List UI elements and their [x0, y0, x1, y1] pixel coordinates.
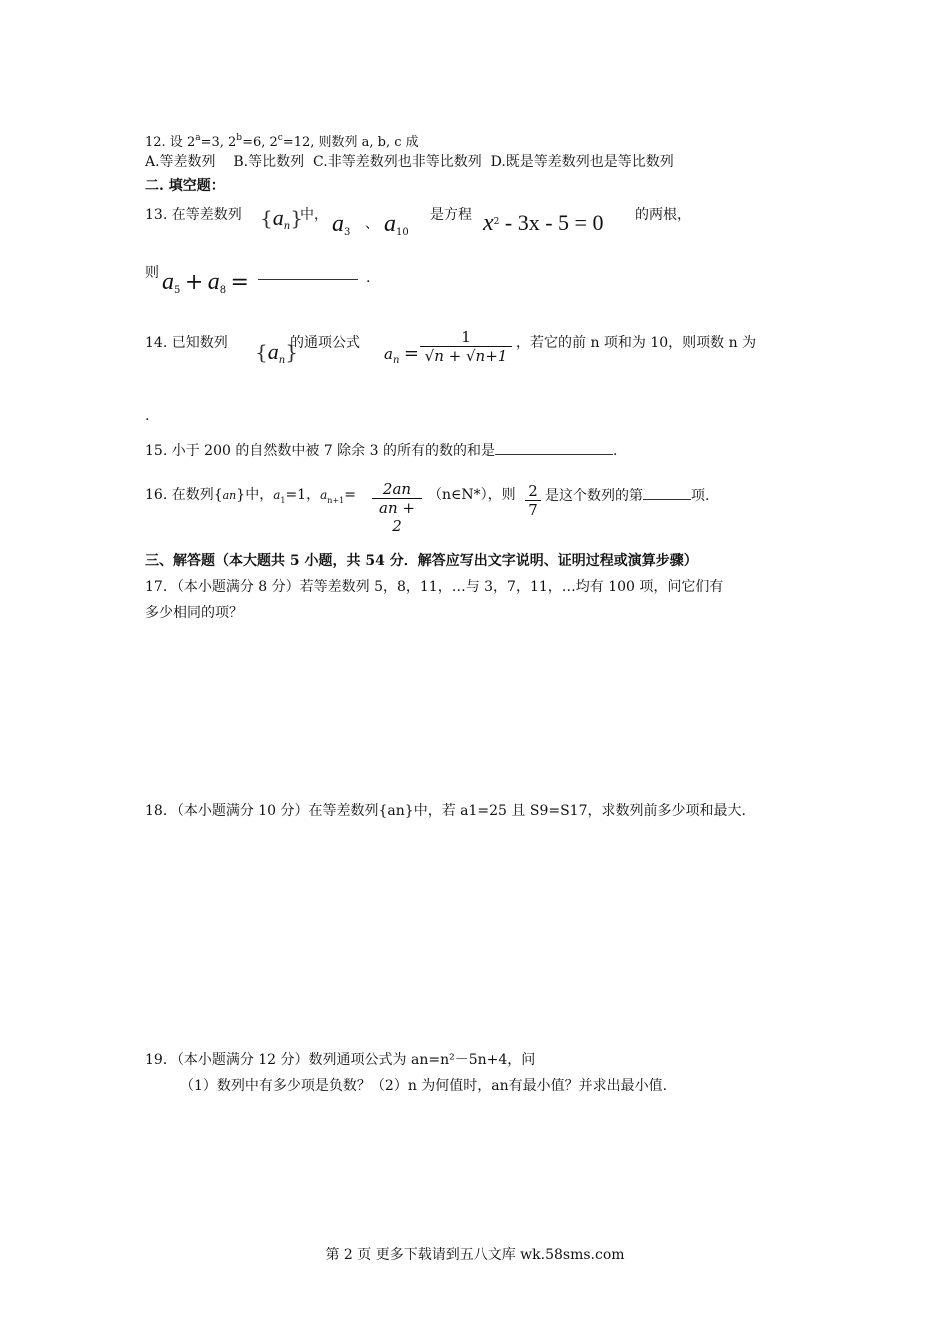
q14-frac-den: √n + √n+1: [424, 347, 508, 365]
q13-term2: [384, 211, 409, 243]
q14-seq-sub: n: [278, 355, 286, 366]
q16-equals: =: [344, 487, 356, 503]
q16-val-den: 7: [528, 501, 538, 519]
q14-end: .: [145, 408, 150, 424]
q16-frac-den: an + 2: [379, 499, 415, 535]
q16-prefix: 16. 在数列{: [145, 487, 223, 503]
q13-end: .: [366, 270, 371, 286]
q16-cond: （n∈N*），则: [428, 487, 516, 503]
q14-an-sub: n: [392, 355, 400, 366]
q14-an: [384, 344, 419, 371]
q15-stem: 15. 小于 200 的自然数中被 7 除余 3 的所有的数的和是: [145, 443, 495, 459]
q19-line1: 19．（本小题满分 12 分）数列通项公式为 an=n²－5n+4，问: [145, 1052, 536, 1068]
q16-suffix: [545, 485, 709, 506]
q12-option-d: D.既是等差数列也是等比数列: [490, 154, 674, 170]
right-brace: }: [285, 340, 298, 364]
left-brace: {: [255, 340, 268, 364]
q12-option-a: A.等差数列: [145, 154, 216, 170]
q16-value-fraction: [525, 482, 541, 519]
q12-sup-c: c: [277, 133, 283, 143]
section3-title: 三、解答题（本大题共 5 小题，共 54 分．解答应写出文字说明、证明过程或演算步骤）: [145, 553, 698, 569]
q16-line: [145, 485, 356, 511]
left-brace: {: [260, 206, 273, 230]
q13-prefix: [145, 205, 242, 225]
q12-options: [145, 152, 674, 172]
q12-text: =3, 2: [200, 135, 237, 150]
page-footer: 第 2 页 更多下载请到五八文库 wk.58sms.com: [325, 1247, 625, 1263]
q16-an1: a: [320, 488, 328, 502]
q15-text: [145, 440, 617, 461]
section2-title: 二. 填空题：: [145, 178, 225, 194]
q13-answer-blank[interactable]: [258, 279, 358, 280]
q13-a8-sub: 8: [219, 285, 227, 296]
q12-text: 12. 设 2: [145, 135, 196, 150]
q13-eq-sup: 2: [493, 217, 500, 227]
q12-text: =6, 2: [242, 135, 278, 150]
q15-answer-blank[interactable]: [495, 440, 613, 455]
q16-val-num: 2: [525, 482, 541, 501]
q13-a8: a: [207, 269, 220, 295]
q16-end: 项.: [691, 488, 710, 504]
q13-seq-sub: n: [283, 221, 291, 232]
q13-then: 则: [145, 265, 159, 281]
q16-suffix-text: 是这个数列的第: [545, 488, 643, 504]
q12-sup-b: b: [236, 133, 243, 143]
q14-suffix: ，若它的前 n 项和为 10，则项数 n 为: [516, 335, 757, 351]
q19-line2: （1）数列中有多少项是负数？（2）n 为何值时，an有最小值？并求出最小值.: [180, 1078, 668, 1094]
q13-a3-sub: 3: [344, 227, 351, 238]
q13-sum: [162, 269, 249, 301]
q13-text: 13. 在等差数列: [145, 207, 242, 223]
q17-line1: 17．（本小题满分 8 分）若等差数列 5，8，11，…与 3，7，11，…均有 100 项，问它们有: [145, 579, 724, 595]
right-brace: }: [290, 206, 303, 230]
q14-seq-a: a: [267, 339, 279, 364]
q14-prefix: 14. 已知数列: [145, 335, 228, 351]
q16-frac-num: 2an: [372, 480, 422, 499]
q13-seq: [260, 205, 303, 237]
q13-plus: +: [184, 270, 204, 295]
q14-frac-num: 1: [420, 328, 512, 347]
q13-equation: [483, 212, 603, 236]
q13-seq-a: a: [272, 205, 284, 230]
q17-line2: 多少相同的项？: [145, 605, 243, 621]
q12-option-b: B.等比数列: [233, 154, 305, 170]
q13-mid: 中，: [300, 207, 328, 223]
q13-a10-sub: 10: [396, 227, 409, 238]
q12-text: =12, 则数列 a, b, c 成: [282, 135, 419, 150]
q14-equals: =: [403, 343, 419, 364]
q14-mid: 的通项公式: [290, 335, 360, 351]
q13-a3: a: [332, 211, 344, 237]
q13-eq-x: x: [483, 210, 494, 236]
q13-sep: 、: [365, 216, 379, 232]
q16-fraction: [372, 480, 422, 535]
q16-an1-sub: n+1: [327, 496, 345, 505]
q12-sup-a: a: [195, 133, 201, 143]
q16-a1-sub: 1: [280, 496, 286, 505]
q13-a10: a: [384, 211, 396, 237]
q16-mid: }中，: [236, 487, 274, 503]
q13-equals: =: [230, 270, 249, 295]
q14-fraction: [420, 328, 512, 365]
q13-is-root: 是方程: [430, 207, 472, 223]
q14-an-a: a: [384, 345, 393, 363]
q13-term1: [332, 211, 351, 243]
q16-answer-blank[interactable]: [643, 485, 691, 500]
q13-a5: a: [162, 269, 174, 295]
q13-eq-rest: - 3x - 5 = 0: [499, 210, 604, 235]
q16-a1-val: =1，: [285, 487, 321, 503]
q18-text: 18．（本小题满分 10 分）在等差数列{an}中，若 a1=25 且 S9=S17，求数列前多少项和最大.: [145, 803, 746, 819]
q13-a5-sub: 5: [174, 285, 181, 296]
q16-a1: a: [273, 488, 281, 502]
q12-stem: [145, 128, 419, 153]
q12-option-c: C.非等差数列也非等比数列: [313, 154, 482, 170]
q16-seq: an: [222, 489, 237, 502]
q13-suffix: 的两根，: [635, 207, 691, 223]
q15-end: .: [612, 443, 618, 459]
